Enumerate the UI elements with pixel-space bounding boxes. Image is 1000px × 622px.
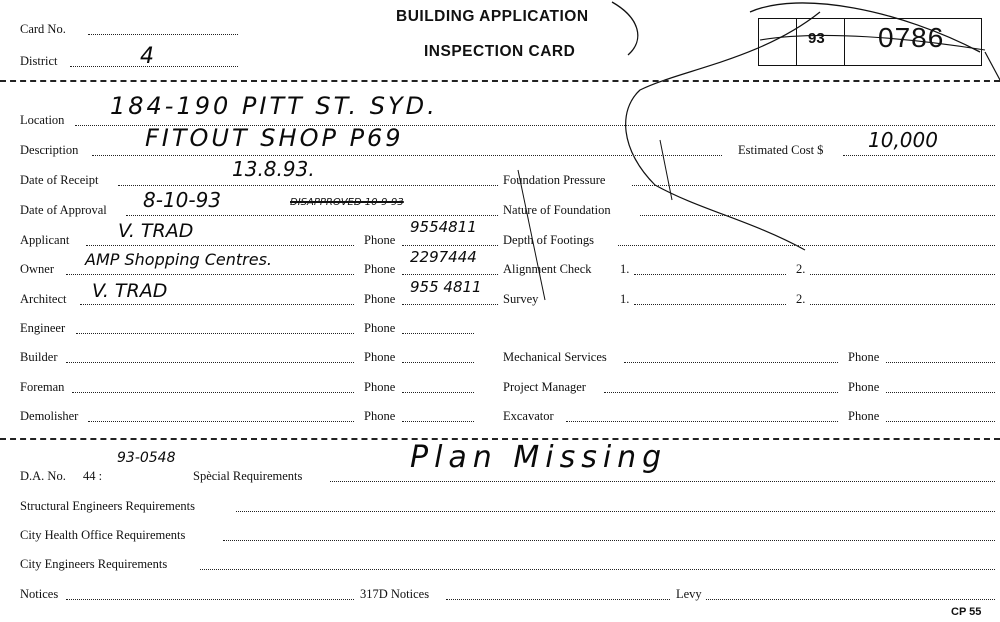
architect-line bbox=[80, 304, 354, 305]
date-of-approval-value: 8-10-93 bbox=[143, 188, 222, 212]
estimated-cost-label: Estimated Cost $ bbox=[738, 143, 824, 157]
district-label: District bbox=[20, 54, 58, 68]
owner-phone-label: Phone bbox=[364, 262, 396, 276]
demolisher-line bbox=[88, 421, 354, 422]
date-of-approval-line bbox=[126, 215, 498, 216]
special-requirements-value: Plan Missing bbox=[410, 440, 668, 475]
applicant-phone-line bbox=[402, 245, 498, 246]
mechanical-services-label: Mechanical Services bbox=[503, 350, 607, 364]
foreman-line bbox=[72, 392, 354, 393]
engineer-phone-label: Phone bbox=[364, 321, 396, 335]
project-manager-phone-label: Phone bbox=[848, 380, 880, 394]
survey-label: Survey bbox=[503, 292, 539, 306]
card-number: 0786 bbox=[878, 22, 945, 53]
header-rule bbox=[0, 80, 1000, 82]
owner-phone-value: 2297444 bbox=[410, 248, 477, 266]
date-of-receipt-line bbox=[118, 185, 498, 186]
nature-of-foundation-label: Nature of Foundation bbox=[503, 203, 611, 217]
alignment-check-line1 bbox=[634, 274, 786, 275]
notices-317d-label: 317D Notices bbox=[360, 587, 430, 601]
estimated-cost-line bbox=[843, 155, 995, 156]
alignment-check-label: Alignment Check bbox=[503, 262, 592, 276]
depth-of-footings-line bbox=[618, 245, 995, 246]
da-no-prefix: 44 : bbox=[83, 469, 103, 483]
location-label: Location bbox=[20, 113, 65, 127]
date-of-receipt-value: 13.8.93. bbox=[232, 157, 315, 181]
foreman-label: Foreman bbox=[20, 380, 65, 394]
notices-line bbox=[66, 599, 354, 600]
applicant-value: V. TRAD bbox=[118, 220, 194, 242]
project-manager-phone-line bbox=[886, 392, 995, 393]
levy-label: Levy bbox=[676, 587, 702, 601]
date-of-approval-label: Date of Approval bbox=[20, 203, 107, 217]
mechanical-services-line bbox=[624, 362, 838, 363]
foreman-phone-line bbox=[402, 392, 474, 393]
disapproved-note: DISAPPROVED 10-9-93 bbox=[290, 197, 404, 208]
applicant-label: Applicant bbox=[20, 233, 70, 247]
special-requirements-label: Spècial Requirements bbox=[193, 469, 303, 483]
builder-line bbox=[66, 362, 354, 363]
levy-line bbox=[706, 599, 995, 600]
excavator-phone-line bbox=[886, 421, 995, 422]
estimated-cost-value: 10,000 bbox=[868, 128, 938, 152]
location-value: 184-190 PITT ST. SYD. bbox=[110, 92, 438, 120]
description-line bbox=[92, 155, 722, 156]
foundation-pressure-label: Foundation Pressure bbox=[503, 173, 606, 187]
form-code: CP 55 bbox=[951, 606, 982, 618]
owner-phone-line bbox=[402, 274, 498, 275]
owner-value: AMP Shopping Centres. bbox=[85, 250, 272, 269]
notices-317d-line bbox=[446, 599, 670, 600]
architect-phone-label: Phone bbox=[364, 292, 396, 306]
notices-label: Notices bbox=[20, 587, 59, 601]
depth-of-footings-label: Depth of Footings bbox=[503, 233, 594, 247]
builder-phone-label: Phone bbox=[364, 350, 396, 364]
owner-line bbox=[66, 274, 354, 275]
card-no-label: Card No. bbox=[20, 22, 66, 36]
foreman-phone-label: Phone bbox=[364, 380, 396, 394]
demolisher-phone-line bbox=[402, 421, 474, 422]
owner-label: Owner bbox=[20, 262, 55, 276]
engineer-phone-line bbox=[402, 333, 474, 334]
alignment-check-line2 bbox=[810, 274, 995, 275]
description-value: FITOUT SHOP P69 bbox=[145, 124, 404, 152]
mechanical-services-phone-label: Phone bbox=[848, 350, 880, 364]
alignment-check-num2: 2. bbox=[796, 262, 806, 276]
survey-num2: 2. bbox=[796, 292, 806, 306]
form-title-line2: INSPECTION CARD bbox=[424, 43, 576, 60]
builder-phone-line bbox=[402, 362, 474, 363]
demolisher-phone-label: Phone bbox=[364, 409, 396, 423]
foundation-pressure-line bbox=[632, 185, 995, 186]
structural-engineers-label: Structural Engineers Requirements bbox=[20, 499, 195, 513]
city-health-label: City Health Office Requirements bbox=[20, 528, 186, 542]
applicant-phone-label: Phone bbox=[364, 233, 396, 247]
alignment-check-num1: 1. bbox=[620, 262, 630, 276]
engineer-label: Engineer bbox=[20, 321, 66, 335]
city-engineers-label: City Engineers Requirements bbox=[20, 557, 168, 571]
da-no-value: 93-0548 bbox=[117, 450, 176, 466]
builder-label: Builder bbox=[20, 350, 58, 364]
engineer-line bbox=[76, 333, 354, 334]
architect-value: V. TRAD bbox=[92, 280, 168, 302]
date-of-receipt-label: Date of Receipt bbox=[20, 173, 99, 187]
project-manager-label: Project Manager bbox=[503, 380, 586, 394]
architect-phone-value: 955 4811 bbox=[410, 278, 482, 296]
city-health-line bbox=[223, 540, 995, 541]
excavator-line bbox=[566, 421, 838, 422]
architect-label: Architect bbox=[20, 292, 67, 306]
survey-line1 bbox=[634, 304, 786, 305]
excavator-label: Excavator bbox=[503, 409, 554, 423]
form-title-line1: BUILDING APPLICATION bbox=[396, 8, 589, 25]
applicant-phone-value: 9554811 bbox=[410, 218, 477, 236]
mechanical-services-phone-line bbox=[886, 362, 995, 363]
year-prefix: 93 bbox=[808, 30, 825, 47]
excavator-phone-label: Phone bbox=[848, 409, 880, 423]
structural-engineers-line bbox=[236, 511, 995, 512]
project-manager-line bbox=[604, 392, 838, 393]
special-requirements-line bbox=[330, 481, 995, 482]
description-label: Description bbox=[20, 143, 79, 157]
nature-of-foundation-line bbox=[640, 215, 995, 216]
district-value: 4 bbox=[140, 44, 154, 69]
da-no-label: D.A. No. bbox=[20, 469, 66, 483]
survey-line2 bbox=[810, 304, 995, 305]
demolisher-label: Demolisher bbox=[20, 409, 79, 423]
survey-num1: 1. bbox=[620, 292, 630, 306]
architect-phone-line bbox=[402, 304, 498, 305]
city-engineers-line bbox=[200, 569, 995, 570]
applicant-line bbox=[86, 245, 354, 246]
